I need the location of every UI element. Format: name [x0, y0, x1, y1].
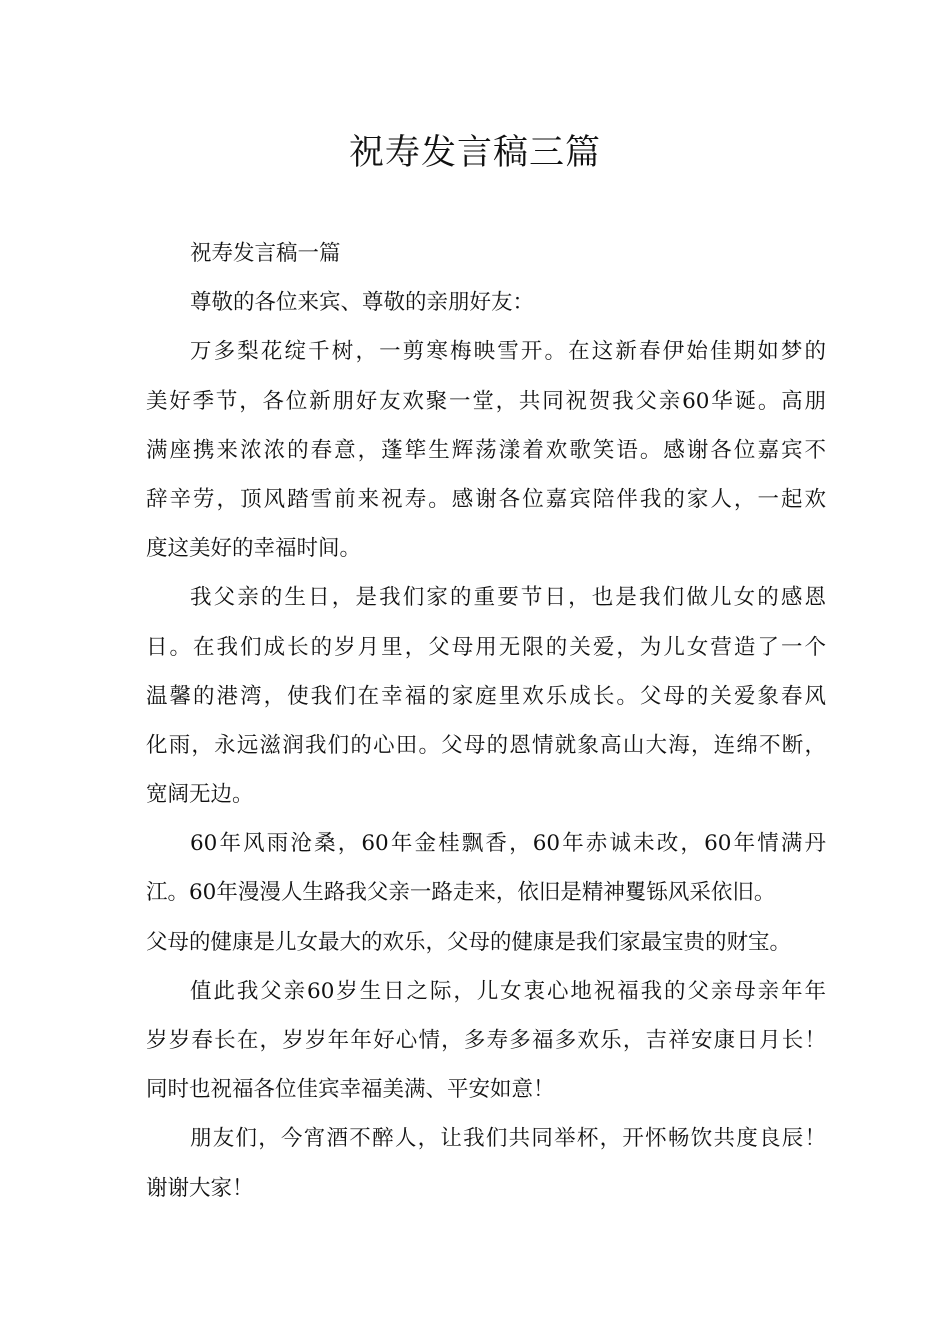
text-line: 我父亲的生日，是我们家的重要节日，也是我们做儿女的感恩: [190, 585, 826, 611]
text-line: 化雨，永远滋润我们的心田。父母的恩情就象高山大海，连绵不断，: [146, 732, 826, 758]
text-line: 谢谢大家！: [146, 1175, 254, 1201]
document-body: [146, 229, 826, 1213]
text-line: 满座携来浓浓的春意，蓬筚生辉荡漾着欢歌笑语。感谢各位嘉宾不: [146, 437, 826, 463]
text-line: 朋友们，今宵酒不醉人，让我们共同举杯，开怀畅饮共度良辰！: [190, 1126, 826, 1152]
text-line: 万多梨花绽千树，一剪寒梅映雪开。在这新春伊始佳期如梦的: [190, 339, 826, 365]
text-line: 度这美好的幸福时间。: [146, 536, 362, 562]
text-line: 值此我父亲60岁生日之际，儿女衷心地祝福我的父亲母亲年年: [190, 978, 826, 1004]
text-line: 同时也祝福各位佳宾幸福美满、平安如意！: [146, 1077, 555, 1103]
text-line: 江。60年漫漫人生路我父亲一路走来，依旧是精神矍铄风采依旧。: [146, 880, 776, 906]
text-line: 父母的健康是儿女最大的欢乐，父母的健康是我们家最宝贵的财宝。: [146, 929, 792, 955]
text-line: 美好季节，各位新朋好友欢聚一堂，共同祝贺我父亲60华诞。高朋: [146, 388, 826, 414]
document-title: 祝寿发言稿三篇: [348, 133, 601, 173]
text-line: 岁岁春长在，岁岁年年好心情，多寿多福多欢乐，吉祥安康日月长！: [146, 1028, 826, 1053]
text-line: 温馨的港湾，使我们在幸福的家庭里欢乐成长。父母的关爱象春风: [146, 683, 826, 709]
text-line: 祝寿发言稿一篇: [190, 241, 341, 266]
text-line: 辞辛劳，顶风踏雪前来祝寿。感谢各位嘉宾陪伴我的家人，一起欢: [146, 486, 826, 512]
text-line: 尊敬的各位来宾、尊敬的亲朋好友：: [190, 290, 535, 316]
text-line: 60年风雨沧桑，60年金桂飘香，60年赤诚未改，60年情满丹: [190, 831, 826, 857]
text-line: 宽阔无边。: [146, 782, 254, 808]
text-line: 日。在我们成长的岁月里，父母用无限的关爱，为儿女营造了一个: [146, 634, 826, 660]
